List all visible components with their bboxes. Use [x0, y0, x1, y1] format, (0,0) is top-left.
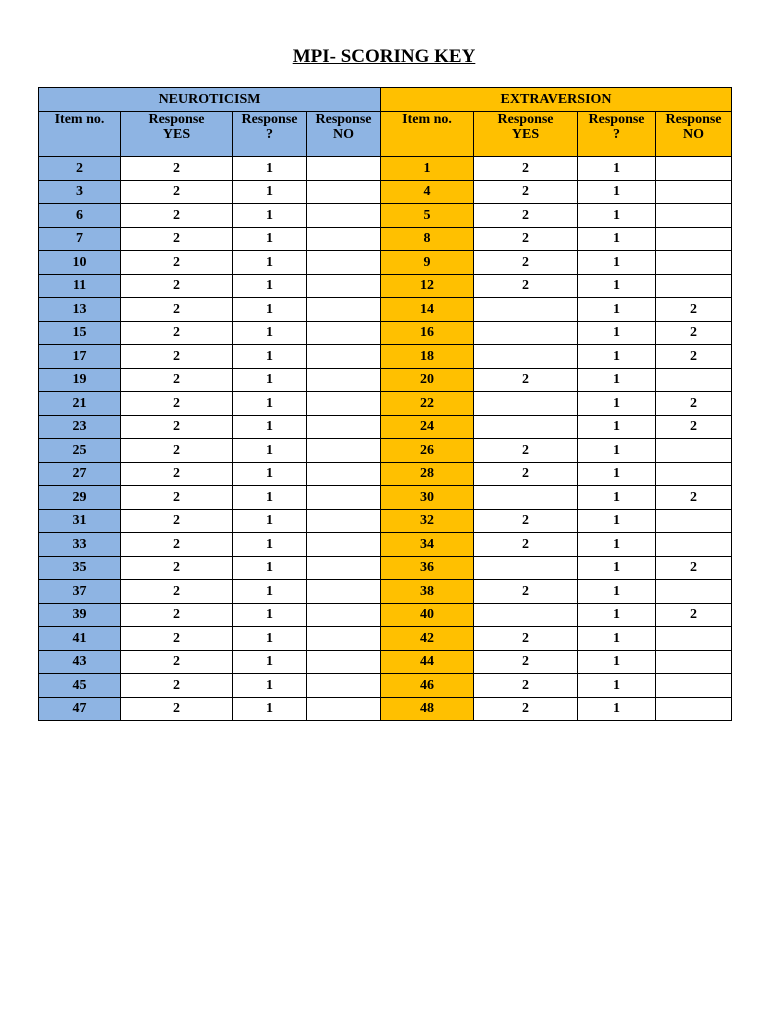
table-row — [39, 462, 732, 486]
response-cell-neuroticism: 1 — [233, 392, 307, 416]
response-cell-neuroticism — [307, 556, 381, 580]
response-cell-extraversion: 1 — [578, 439, 656, 463]
item-no-extraversion: 46 — [381, 674, 474, 698]
table-row — [39, 627, 732, 651]
item-no-neuroticism: 35 — [39, 556, 121, 580]
response-cell-neuroticism: 1 — [233, 674, 307, 698]
item-no-neuroticism: 3 — [39, 180, 121, 204]
item-no-neuroticism: 6 — [39, 204, 121, 228]
column-header-neuroticism-3 — [307, 112, 381, 157]
column-header-line2: ? — [613, 127, 621, 142]
response-cell-extraversion — [474, 392, 578, 416]
response-cell-extraversion — [656, 368, 732, 392]
table-row — [39, 368, 732, 392]
item-no-neuroticism: 45 — [39, 674, 121, 698]
column-header-extraversion-2 — [578, 112, 656, 157]
response-cell-neuroticism: 2 — [121, 509, 233, 533]
response-cell-neuroticism: 1 — [233, 627, 307, 651]
response-cell-extraversion: 2 — [656, 345, 732, 369]
response-cell-neuroticism: 1 — [233, 368, 307, 392]
response-cell-neuroticism: 1 — [233, 180, 307, 204]
response-cell-extraversion: 1 — [578, 509, 656, 533]
item-no-neuroticism: 27 — [39, 462, 121, 486]
response-cell-neuroticism: 2 — [121, 321, 233, 345]
response-cell-neuroticism: 1 — [233, 204, 307, 228]
response-cell-extraversion: 2 — [656, 415, 732, 439]
response-cell-extraversion: 1 — [578, 157, 656, 181]
item-no-extraversion: 24 — [381, 415, 474, 439]
response-cell-neuroticism: 2 — [121, 462, 233, 486]
response-cell-neuroticism: 2 — [121, 368, 233, 392]
response-cell-extraversion: 2 — [474, 204, 578, 228]
column-header-line1: Response — [497, 112, 554, 127]
response-cell-neuroticism: 1 — [233, 462, 307, 486]
table-row — [39, 157, 732, 181]
table-row — [39, 697, 732, 721]
response-cell-neuroticism — [307, 697, 381, 721]
response-cell-extraversion: 1 — [578, 415, 656, 439]
response-cell-extraversion: 2 — [474, 697, 578, 721]
response-cell-neuroticism: 2 — [121, 204, 233, 228]
response-cell-extraversion — [474, 603, 578, 627]
response-cell-neuroticism: 2 — [121, 227, 233, 251]
response-cell-extraversion: 1 — [578, 462, 656, 486]
table-row — [39, 486, 732, 510]
response-cell-extraversion: 2 — [656, 556, 732, 580]
item-no-extraversion: 18 — [381, 345, 474, 369]
response-cell-extraversion: 1 — [578, 274, 656, 298]
table-row — [39, 674, 732, 698]
response-cell-neuroticism: 1 — [233, 439, 307, 463]
column-header-line2: NO — [333, 127, 355, 142]
response-cell-extraversion — [656, 439, 732, 463]
response-cell-extraversion: 1 — [578, 674, 656, 698]
response-cell-extraversion: 2 — [656, 392, 732, 416]
response-cell-neuroticism: 1 — [233, 321, 307, 345]
response-cell-neuroticism — [307, 650, 381, 674]
item-no-extraversion: 4 — [381, 180, 474, 204]
response-cell-extraversion: 1 — [578, 650, 656, 674]
response-cell-neuroticism — [307, 415, 381, 439]
item-no-neuroticism: 29 — [39, 486, 121, 510]
table-body — [39, 157, 732, 721]
response-cell-neuroticism: 1 — [233, 345, 307, 369]
response-cell-neuroticism — [307, 345, 381, 369]
response-cell-neuroticism: 2 — [121, 298, 233, 322]
response-cell-extraversion: 1 — [578, 251, 656, 275]
response-cell-neuroticism: 2 — [121, 157, 233, 181]
response-cell-extraversion: 2 — [656, 603, 732, 627]
response-cell-extraversion: 1 — [578, 580, 656, 604]
column-header-line1: Response — [665, 112, 722, 127]
response-cell-extraversion: 2 — [474, 462, 578, 486]
column-header-line2: YES — [511, 127, 540, 142]
item-no-neuroticism: 47 — [39, 697, 121, 721]
response-cell-neuroticism — [307, 392, 381, 416]
response-cell-neuroticism — [307, 251, 381, 275]
column-header-line1: Item no. — [54, 112, 105, 127]
item-no-neuroticism: 43 — [39, 650, 121, 674]
response-cell-extraversion: 2 — [474, 368, 578, 392]
table-row — [39, 439, 732, 463]
response-cell-neuroticism: 1 — [233, 227, 307, 251]
group-header-neuroticism: NEUROTICISM — [39, 88, 381, 112]
response-cell-extraversion: 2 — [656, 486, 732, 510]
item-no-neuroticism: 2 — [39, 157, 121, 181]
group-header-extraversion: EXTRAVERSION — [381, 88, 732, 112]
item-no-neuroticism: 33 — [39, 533, 121, 557]
response-cell-neuroticism — [307, 533, 381, 557]
response-cell-neuroticism: 2 — [121, 650, 233, 674]
response-cell-neuroticism: 2 — [121, 251, 233, 275]
response-cell-neuroticism: 2 — [121, 603, 233, 627]
response-cell-neuroticism — [307, 580, 381, 604]
response-cell-extraversion: 1 — [578, 603, 656, 627]
column-header-row — [39, 112, 732, 157]
response-cell-extraversion: 1 — [578, 368, 656, 392]
response-cell-extraversion — [474, 415, 578, 439]
scoring-key-table — [38, 87, 732, 721]
item-no-neuroticism: 21 — [39, 392, 121, 416]
item-no-neuroticism: 11 — [39, 274, 121, 298]
response-cell-extraversion — [656, 509, 732, 533]
table-row — [39, 204, 732, 228]
response-cell-extraversion: 2 — [474, 439, 578, 463]
response-cell-extraversion: 2 — [474, 274, 578, 298]
response-cell-neuroticism: 2 — [121, 439, 233, 463]
response-cell-neuroticism — [307, 603, 381, 627]
response-cell-extraversion: 2 — [656, 321, 732, 345]
page-title: MPI- SCORING KEY — [292, 46, 476, 67]
response-cell-extraversion — [474, 556, 578, 580]
item-no-extraversion: 38 — [381, 580, 474, 604]
response-cell-extraversion: 2 — [474, 674, 578, 698]
response-cell-neuroticism — [307, 439, 381, 463]
response-cell-extraversion — [474, 486, 578, 510]
response-cell-neuroticism: 1 — [233, 415, 307, 439]
response-cell-neuroticism — [307, 627, 381, 651]
response-cell-extraversion: 1 — [578, 345, 656, 369]
table-row — [39, 321, 732, 345]
table-row — [39, 227, 732, 251]
table-row — [39, 180, 732, 204]
item-no-neuroticism: 19 — [39, 368, 121, 392]
response-cell-neuroticism — [307, 298, 381, 322]
item-no-extraversion: 8 — [381, 227, 474, 251]
column-header-line1: Response — [315, 112, 372, 127]
table-row — [39, 556, 732, 580]
response-cell-neuroticism: 1 — [233, 556, 307, 580]
response-cell-extraversion: 2 — [474, 509, 578, 533]
item-no-extraversion: 20 — [381, 368, 474, 392]
item-no-extraversion: 9 — [381, 251, 474, 275]
response-cell-neuroticism: 1 — [233, 650, 307, 674]
response-cell-extraversion — [656, 180, 732, 204]
response-cell-extraversion — [656, 157, 732, 181]
item-no-extraversion: 36 — [381, 556, 474, 580]
item-no-extraversion: 30 — [381, 486, 474, 510]
response-cell-extraversion: 2 — [656, 298, 732, 322]
item-no-neuroticism: 13 — [39, 298, 121, 322]
response-cell-extraversion: 1 — [578, 180, 656, 204]
column-header-line1: Response — [241, 112, 298, 127]
item-no-extraversion: 22 — [381, 392, 474, 416]
table-row — [39, 298, 732, 322]
response-cell-extraversion: 2 — [474, 251, 578, 275]
item-no-extraversion: 32 — [381, 509, 474, 533]
item-no-neuroticism: 17 — [39, 345, 121, 369]
item-no-extraversion: 48 — [381, 697, 474, 721]
column-header-neuroticism-0 — [39, 112, 121, 157]
response-cell-extraversion — [656, 227, 732, 251]
item-no-extraversion: 42 — [381, 627, 474, 651]
column-header-line1: Response — [148, 112, 205, 127]
table-row — [39, 251, 732, 275]
response-cell-neuroticism: 2 — [121, 180, 233, 204]
response-cell-extraversion: 1 — [578, 204, 656, 228]
response-cell-extraversion — [656, 580, 732, 604]
response-cell-extraversion: 2 — [474, 227, 578, 251]
response-cell-neuroticism: 2 — [121, 674, 233, 698]
response-cell-neuroticism — [307, 509, 381, 533]
response-cell-neuroticism: 2 — [121, 415, 233, 439]
response-cell-extraversion: 2 — [474, 180, 578, 204]
response-cell-extraversion — [656, 674, 732, 698]
response-cell-extraversion — [474, 345, 578, 369]
response-cell-extraversion: 1 — [578, 321, 656, 345]
column-header-line1: Response — [588, 112, 645, 127]
table-row — [39, 580, 732, 604]
response-cell-neuroticism — [307, 274, 381, 298]
response-cell-neuroticism: 1 — [233, 274, 307, 298]
response-cell-extraversion — [474, 298, 578, 322]
response-cell-neuroticism: 1 — [233, 157, 307, 181]
response-cell-neuroticism — [307, 368, 381, 392]
response-cell-neuroticism: 2 — [121, 697, 233, 721]
table-row — [39, 415, 732, 439]
response-cell-neuroticism — [307, 227, 381, 251]
response-cell-neuroticism: 2 — [121, 486, 233, 510]
response-cell-neuroticism — [307, 674, 381, 698]
response-cell-neuroticism — [307, 180, 381, 204]
item-no-extraversion: 28 — [381, 462, 474, 486]
response-cell-extraversion: 2 — [474, 533, 578, 557]
table-row — [39, 345, 732, 369]
table-row — [39, 533, 732, 557]
column-header-line2: YES — [162, 127, 191, 142]
table-row — [39, 650, 732, 674]
column-header-neuroticism-2 — [233, 112, 307, 157]
response-cell-neuroticism: 1 — [233, 298, 307, 322]
response-cell-extraversion — [656, 462, 732, 486]
response-cell-extraversion — [656, 251, 732, 275]
item-no-neuroticism: 10 — [39, 251, 121, 275]
response-cell-neuroticism: 1 — [233, 509, 307, 533]
item-no-extraversion: 16 — [381, 321, 474, 345]
response-cell-neuroticism — [307, 462, 381, 486]
response-cell-neuroticism: 2 — [121, 627, 233, 651]
table-row — [39, 509, 732, 533]
item-no-neuroticism: 37 — [39, 580, 121, 604]
response-cell-neuroticism: 2 — [121, 556, 233, 580]
response-cell-neuroticism: 2 — [121, 274, 233, 298]
table-row — [39, 392, 732, 416]
column-header-extraversion-3 — [656, 112, 732, 157]
item-no-neuroticism: 15 — [39, 321, 121, 345]
item-no-neuroticism: 25 — [39, 439, 121, 463]
response-cell-neuroticism: 1 — [233, 603, 307, 627]
item-no-extraversion: 5 — [381, 204, 474, 228]
response-cell-extraversion — [656, 274, 732, 298]
item-no-extraversion: 34 — [381, 533, 474, 557]
column-header-extraversion-0 — [381, 112, 474, 157]
response-cell-neuroticism: 1 — [233, 251, 307, 275]
response-cell-extraversion: 2 — [474, 627, 578, 651]
item-no-extraversion: 12 — [381, 274, 474, 298]
response-cell-extraversion: 1 — [578, 556, 656, 580]
response-cell-extraversion: 1 — [578, 298, 656, 322]
item-no-extraversion: 26 — [381, 439, 474, 463]
response-cell-extraversion — [656, 627, 732, 651]
response-cell-extraversion: 1 — [578, 533, 656, 557]
response-cell-neuroticism — [307, 204, 381, 228]
response-cell-extraversion — [656, 204, 732, 228]
column-header-extraversion-1 — [474, 112, 578, 157]
item-no-extraversion: 14 — [381, 298, 474, 322]
column-header-neuroticism-1 — [121, 112, 233, 157]
response-cell-neuroticism — [307, 486, 381, 510]
item-no-extraversion: 1 — [381, 157, 474, 181]
response-cell-extraversion: 1 — [578, 227, 656, 251]
response-cell-neuroticism: 1 — [233, 486, 307, 510]
response-cell-neuroticism: 2 — [121, 392, 233, 416]
item-no-neuroticism: 7 — [39, 227, 121, 251]
table-row — [39, 274, 732, 298]
item-no-neuroticism: 39 — [39, 603, 121, 627]
column-header-line1: Item no. — [402, 112, 452, 127]
response-cell-extraversion: 2 — [474, 157, 578, 181]
response-cell-extraversion — [474, 321, 578, 345]
response-cell-neuroticism — [307, 157, 381, 181]
column-header-line2: ? — [266, 127, 273, 142]
response-cell-neuroticism — [307, 321, 381, 345]
response-cell-neuroticism: 2 — [121, 533, 233, 557]
response-cell-extraversion: 1 — [578, 486, 656, 510]
item-no-extraversion: 44 — [381, 650, 474, 674]
item-no-neuroticism: 23 — [39, 415, 121, 439]
response-cell-extraversion: 2 — [474, 580, 578, 604]
response-cell-neuroticism: 1 — [233, 697, 307, 721]
response-cell-extraversion: 1 — [578, 697, 656, 721]
item-no-extraversion: 40 — [381, 603, 474, 627]
response-cell-extraversion: 1 — [578, 627, 656, 651]
response-cell-neuroticism: 2 — [121, 580, 233, 604]
response-cell-extraversion — [656, 533, 732, 557]
response-cell-neuroticism: 2 — [121, 345, 233, 369]
response-cell-extraversion — [656, 650, 732, 674]
item-no-neuroticism: 41 — [39, 627, 121, 651]
item-no-neuroticism: 31 — [39, 509, 121, 533]
table-row — [39, 603, 732, 627]
response-cell-extraversion: 1 — [578, 392, 656, 416]
response-cell-neuroticism: 1 — [233, 533, 307, 557]
column-header-line2: NO — [683, 127, 705, 142]
response-cell-neuroticism: 1 — [233, 580, 307, 604]
response-cell-extraversion: 2 — [474, 650, 578, 674]
response-cell-extraversion — [656, 697, 732, 721]
